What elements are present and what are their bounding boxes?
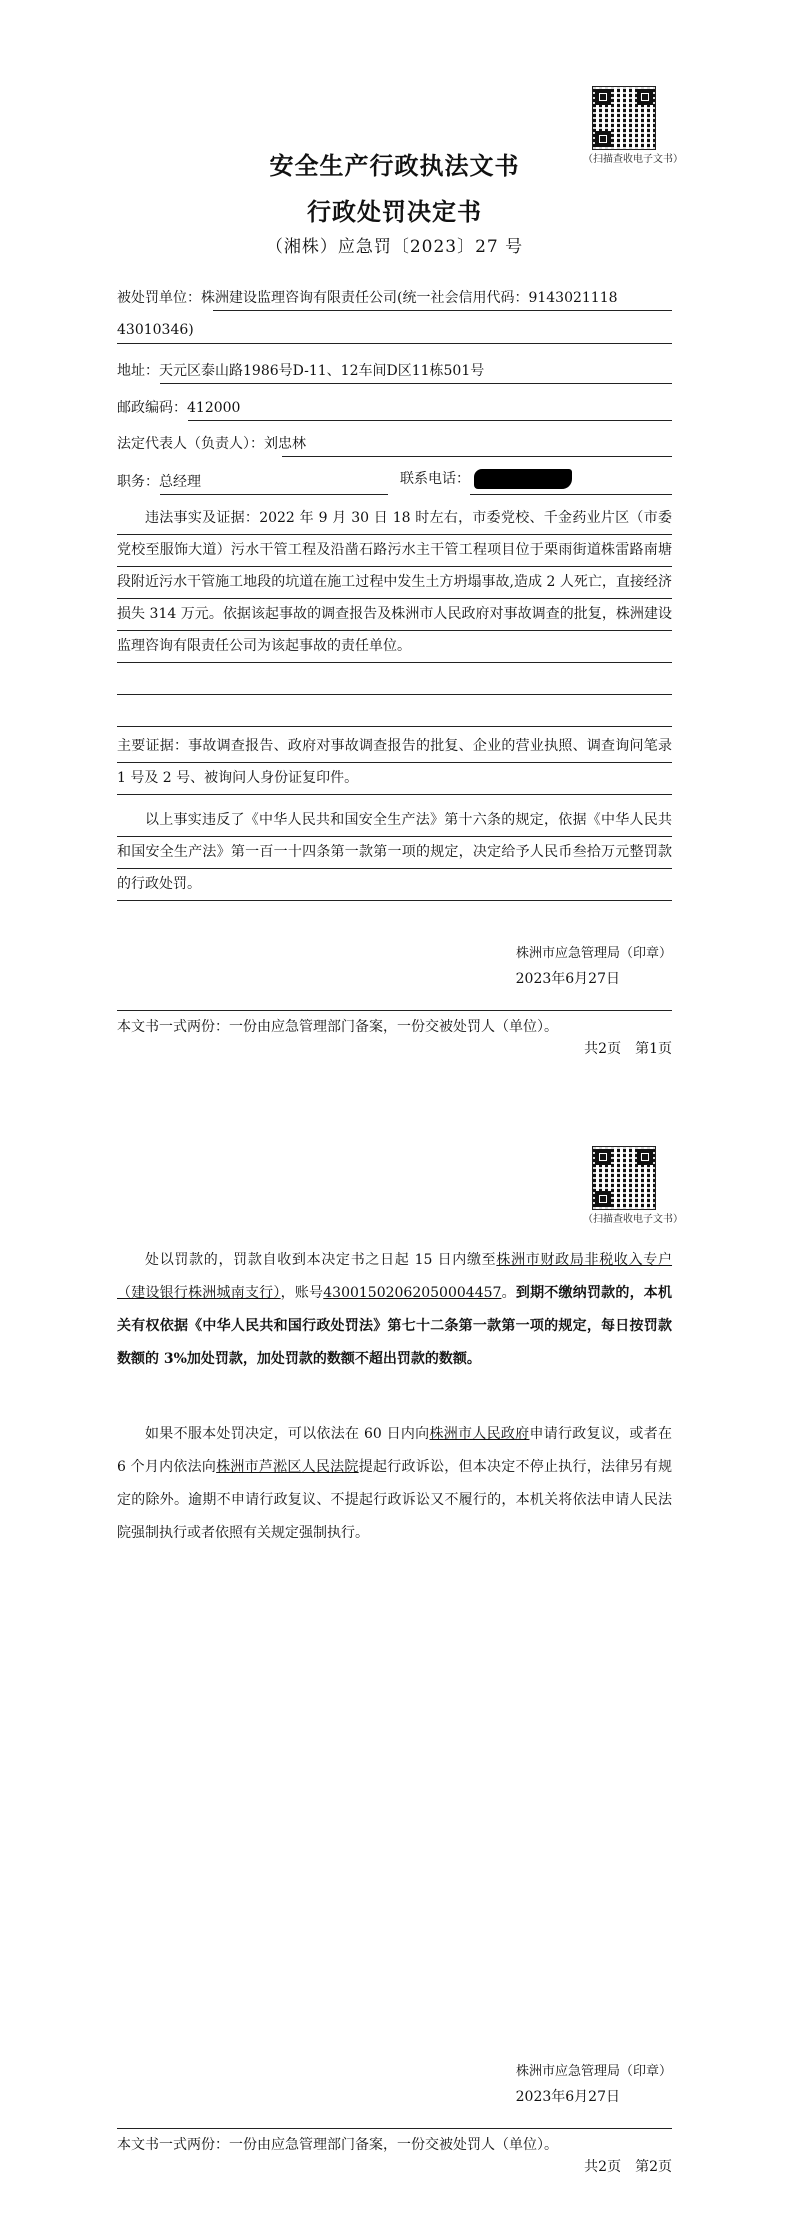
rule-line <box>117 662 672 663</box>
underline <box>188 420 672 421</box>
underline <box>160 383 672 384</box>
appeal-text: 如果不服本处罚决定，可以依法在 60 日内向 <box>145 1426 430 1442</box>
rule-line <box>117 726 672 727</box>
qr-caption: （扫描查收电子文书） <box>583 1214 683 1225</box>
footer-line <box>117 1010 672 1011</box>
underline <box>160 494 388 495</box>
postcode-label: 邮政编码： <box>117 400 187 416</box>
authority-seal-text: 株洲市应急管理局（印章） <box>515 946 672 961</box>
document-series-title: 安全生产行政执法文书 <box>269 151 520 180</box>
rule-line <box>117 534 672 535</box>
rule-line <box>117 794 672 795</box>
phone-label: 联系电话： <box>400 471 470 487</box>
payment-text: 处以罚款的，罚款自收到本决定书之日起 15 日内缴至 <box>145 1252 497 1268</box>
qr-code-icon <box>592 1146 656 1210</box>
rule-line <box>117 598 672 599</box>
decision-paragraph: 以上事实违反了《中华人民共和国安全生产法》第十六条的规定，依据《中华人民共和国安全生产法》第一百一十四条第一款第一项的规定，决定给予人民币叁拾万元整罚款的行政处罚。 <box>117 812 672 892</box>
legal-rep-value: 刘忠林 <box>264 436 306 452</box>
payment-bank: 株洲市财政局非税收入专户（建设银行株洲城南支行） <box>117 1252 673 1301</box>
party-value-cont: 43010346) <box>117 322 194 338</box>
rule-line <box>117 836 672 837</box>
legal-rep-label: 法定代表人（负责人）： <box>117 436 264 452</box>
postcode-field <box>117 398 672 418</box>
document-number: （湘株）应急罚〔2023〕27 号 <box>265 237 524 257</box>
rule-line <box>117 630 672 631</box>
party-label: 被处罚单位： <box>117 290 201 306</box>
decision-date: 2023年6月27日 <box>515 971 620 987</box>
decision-date: 2023年6月27日 <box>515 2089 620 2105</box>
payment-paragraph <box>117 1244 672 1376</box>
phone-field <box>400 469 672 489</box>
payment-account: 43001502062050004457 <box>323 1285 502 1301</box>
rule-line <box>117 868 672 869</box>
underline <box>117 343 672 344</box>
copies-note: 本文书一式两份：一份由应急管理部门备案，一份交被处罚人（单位）。 <box>117 1019 558 1035</box>
postcode-value: 412000 <box>187 400 241 416</box>
payment-penalty-text: 到期不缴纳罚款的，本机关有权依据《中华人民共和国行政处罚法》第七十二条第一款第一项的规定，每日按罚款数额的 3%加处罚款，加处罚款的数额不超出罚款的数额。 <box>117 1285 673 1367</box>
appeal-government: 株洲市人民政府 <box>429 1426 530 1442</box>
address-label: 地址： <box>117 363 159 379</box>
document-title: 行政处罚决定书 <box>307 197 482 226</box>
rule-line <box>117 900 672 901</box>
payment-text-3: 。 <box>501 1285 516 1301</box>
position-value: 总经理 <box>159 474 201 490</box>
underline <box>213 310 672 311</box>
copies-note: 本文书一式两份：一份由应急管理部门备案，一份交被处罚人（单位）。 <box>117 2137 558 2153</box>
authority-seal-text: 株洲市应急管理局（印章） <box>515 2064 672 2079</box>
underline <box>470 494 672 495</box>
underline <box>282 456 672 457</box>
payment-text-2: ，账号 <box>280 1285 324 1301</box>
qr-code-icon <box>592 86 656 150</box>
evidence-paragraph: 主要证据：事故调查报告、政府对事故调查报告的批复、企业的营业执照、调查询问笔录 1 号及 2 号、被询问人身份证复印件。 <box>117 738 672 786</box>
appeal-text-3: 提起行政诉讼，但本决定不停止执行，法律另有规定的除外。逾期不申请行政复议、不提起行政诉讼又不履行的，本机关将依法申请人民法院强制执行或者依照有关规定强制执行。 <box>117 1459 673 1541</box>
legal-rep-field <box>117 434 672 454</box>
facts-paragraph: 违法事实及证据：2022 年 9 月 30 日 18 时左右，市委党校、千金药业片区（市委党校至服饰大道）污水干管工程及沿凿石路污水主干管工程项目位于栗雨街道株雷路南塘段附近污水干管施工地段的坑道在施工过程中发生土方坍塌事故,造成 2 人死亡，直接经济损失 314 万元。依据该起事故的调查报告及株洲市人民政府对事故调查的批复，株洲建设监理咨询有限责任公司为该起事故的责任单位。 <box>117 510 672 654</box>
page-count: 共2页 第2页 <box>584 2159 672 2175</box>
qr-caption: （扫描查收电子文书） <box>583 154 683 165</box>
party-value: 株洲建设监理咨询有限责任公司(统一社会信用代码：9143021118 <box>201 290 618 306</box>
rule-line <box>117 762 672 763</box>
appeal-court: 株洲市芦淞区人民法院 <box>216 1459 359 1475</box>
address-field <box>117 361 672 381</box>
rule-line <box>117 566 672 567</box>
page-count: 共2页 第1页 <box>584 1041 672 1057</box>
party-field <box>117 288 672 308</box>
appeal-text-2: 申请行政复议，或者在 6 个月内依法向 <box>117 1426 673 1475</box>
appeal-paragraph <box>117 1418 672 1550</box>
party-field-cont <box>117 320 672 340</box>
document-page-2 <box>0 1118 789 2236</box>
position-label: 职务： <box>117 474 159 490</box>
address-value: 天元区泰山路1986号D-11、12车间D区11栋501号 <box>159 363 485 379</box>
footer-line <box>117 2128 672 2129</box>
redacted-phone <box>474 469 572 489</box>
rule-line <box>117 694 672 695</box>
